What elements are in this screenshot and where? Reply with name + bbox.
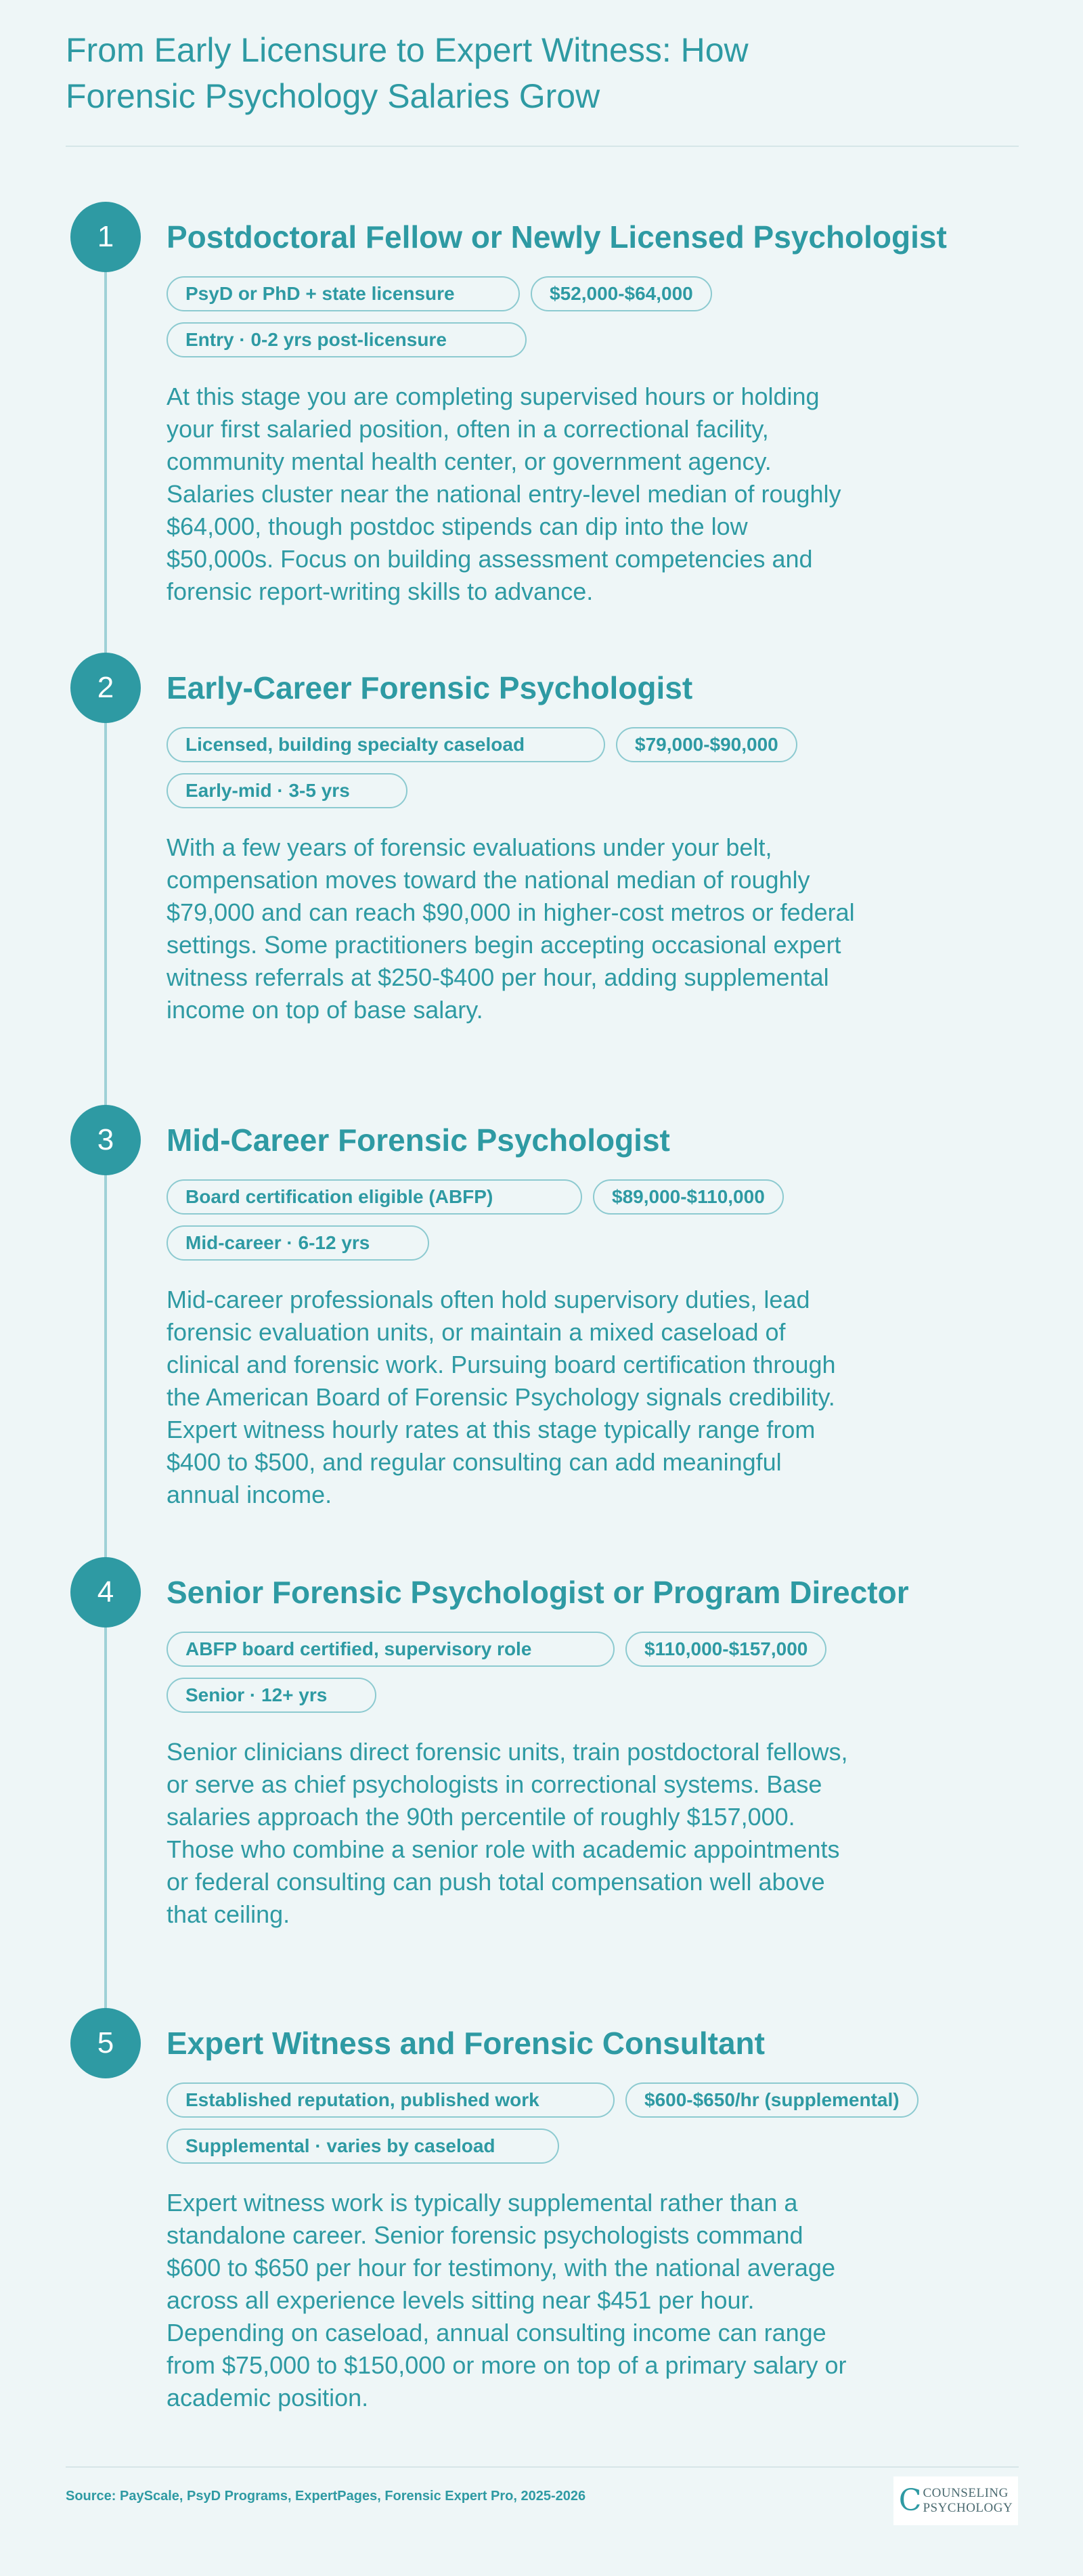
step-description: With a few years of forensic evaluations under your belt, compensation moves toward the national median of roughly $79,000 and can reach $90,000 in higher-cost metros or federal settings. Some practitioners begin accepting occasional expert witness referrals at $250-$400 per hour, adding supplemental income on top of base salary. — [167, 833, 855, 1024]
experience-tag: Early-mid · 3-5 yrs — [167, 773, 407, 808]
step-number-badge: 5 — [70, 2008, 141, 2078]
salary-tag: $110,000-$157,000 — [625, 1632, 826, 1667]
step-description: Expert witness work is typically supplemental rather than a standalone career. Senior forensic psychologists command $600 to $650 per hour for testimony, with the national average across all experience levels sitting near $451 per hour. Depending on caseload, annual consulting income can range from $75,000 to $150,000 or more on top of a primary salary or academic position. — [167, 2189, 847, 2411]
step-tags — [167, 1678, 376, 1713]
step-title: Mid-Career Forensic Psychologist — [167, 1122, 670, 1158]
step-tags — [167, 727, 797, 762]
step-title: Early-Career Forensic Psychologist — [167, 670, 693, 705]
step-number-badge: 1 — [70, 202, 141, 272]
page-title: From Early Licensure to Expert Witness: How Forensic Psychology Salaries Grow — [66, 31, 749, 115]
experience-tag: Supplemental · varies by caseload — [167, 2129, 559, 2164]
step-tags — [167, 1225, 429, 1261]
step-description: At this stage you are completing supervised hours or holding your first salaried position, often in a correctional facility, community mental health center, or government agency. Salaries cluster near the national entry-level median of roughly $64,000, though postdoc stipends can dip into the low $50,000s. Focus on building assessment competencies and forensic report-writing skills to advance. — [167, 383, 841, 605]
salary-tag: $52,000-$64,000 — [531, 276, 712, 311]
step-title: Senior Forensic Psychologist or Program Director — [167, 1575, 909, 1610]
requirement-tag: Established reputation, published work — [167, 2082, 615, 2118]
step-tags — [167, 1632, 826, 1667]
salary-tag: $79,000-$90,000 — [616, 727, 797, 762]
step-tags — [167, 322, 527, 357]
header-divider — [66, 146, 1019, 147]
logo-line-1: COUNSELING — [923, 2486, 1009, 2500]
requirement-tag: Board certification eligible (ABFP) — [167, 1179, 582, 1215]
requirement-tag: PsyD or PhD + state licensure — [167, 276, 520, 311]
experience-tag: Senior · 12+ yrs — [167, 1678, 376, 1713]
salary-tag: $89,000-$110,000 — [593, 1179, 784, 1215]
footer-divider — [66, 2466, 1019, 2468]
counseling-psychology-logo — [893, 2476, 1018, 2525]
step-number-badge: 3 — [70, 1105, 141, 1175]
step-title: Postdoctoral Fellow or Newly Licensed Psychologist — [167, 219, 947, 255]
step-number-badge: 2 — [70, 653, 141, 723]
experience-tag: Entry · 0-2 yrs post-licensure — [167, 322, 527, 357]
source-citation: Source: PayScale, PsyD Programs, ExpertPages, Forensic Expert Pro, 2025-2026 — [66, 2489, 586, 2504]
step-tags — [167, 1179, 784, 1215]
salary-tag: $600-$650/hr (supplemental) — [625, 2082, 919, 2118]
step-description: Senior clinicians direct forensic units, train postdoctoral fellows, or serve as chief psychologists in correctional systems. Base salaries approach the 90th percentile of roughly $157,000. Those who combine a senior role with academic appointments or federal consulting can push total compensation well above that ceiling. — [167, 1738, 848, 1928]
logo-line-2: PSYCHOLOGY — [923, 2501, 1013, 2515]
step-tags — [167, 2129, 559, 2164]
requirement-tag: ABFP board certified, supervisory role — [167, 1632, 615, 1667]
step-tags — [167, 276, 712, 311]
requirement-tag: Licensed, building specialty caseload — [167, 727, 605, 762]
logo-mark-icon: C — [898, 2483, 922, 2518]
logo-wordmark — [923, 2486, 1013, 2516]
step-title: Expert Witness and Forensic Consultant — [167, 2026, 765, 2061]
experience-tag: Mid-career · 6-12 yrs — [167, 1225, 429, 1261]
step-tags — [167, 773, 407, 808]
step-tags — [167, 2082, 919, 2118]
step-description: Mid-career professionals often hold supervisory duties, lead forensic evaluation units, or maintain a mixed caseload of clinical and forensic work. Pursuing board certification through the American Board of Forensic Psychology signals credibility. Expert witness hourly rates at this stage typically range from $400 to $500, and regular consulting can add meaningful annual income. — [167, 1286, 836, 1508]
step-number-badge: 4 — [70, 1557, 141, 1628]
